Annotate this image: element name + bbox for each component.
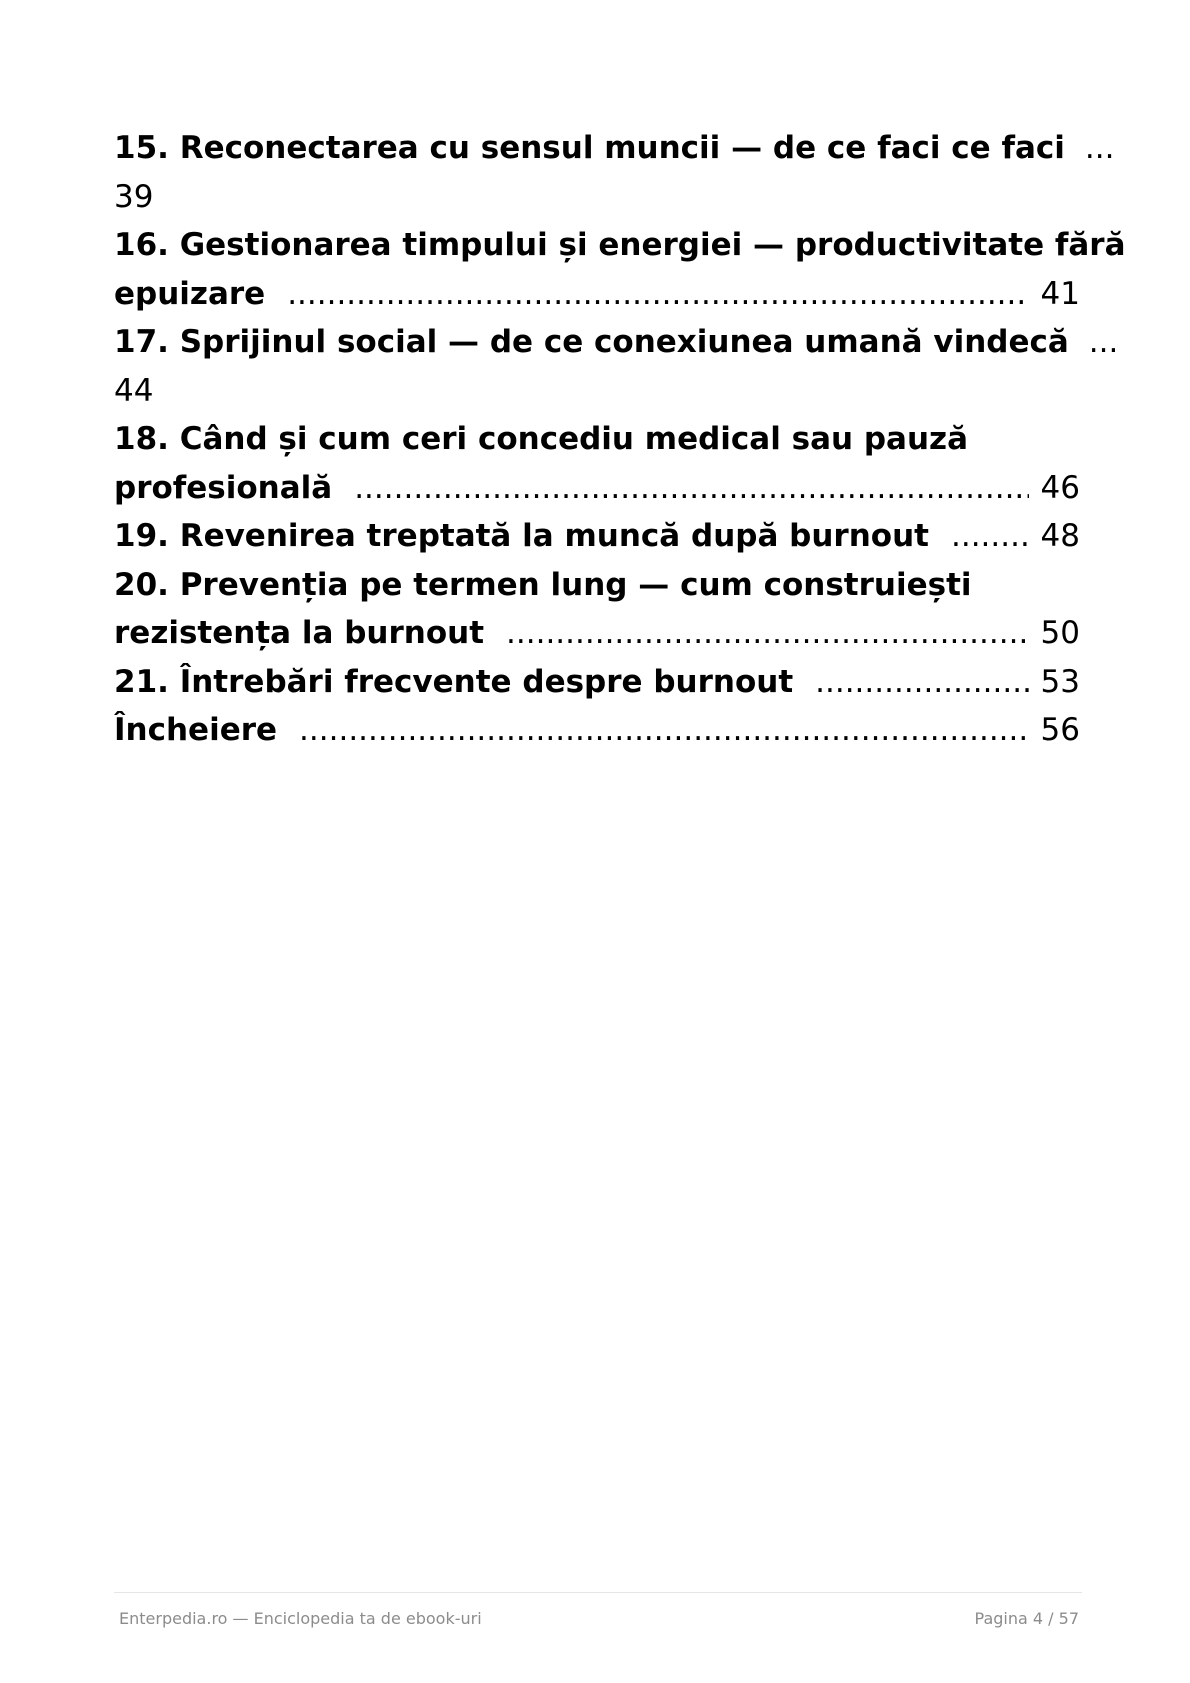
toc-page[interactable]: 53 [1040,663,1080,700]
toc-title[interactable]: profesională [114,469,333,506]
footer-page-number: Pagina 4 / 57 [974,1609,1079,1628]
footer-site-name: Enterpedia.ro — Enciclopedia ta de ebook-uri [119,1609,482,1628]
toc-title[interactable]: 16. Gestionarea timpului și energiei — productivitate fără [114,227,1126,263]
toc-page-number [114,367,1080,416]
toc-entry-20-lead[interactable] [114,609,1080,658]
toc-title[interactable]: 18. Când și cum ceri concediu medical sau pauză [114,421,968,457]
toc-title[interactable]: rezistența la burnout [114,615,485,651]
toc-page-number [114,173,1080,222]
toc-entry-15[interactable] [114,124,1115,173]
toc-entry-21[interactable] [114,658,1080,707]
toc-page[interactable]: 46 [1040,469,1080,506]
toc-title[interactable]: Încheiere [114,712,278,748]
toc-page[interactable]: 56 [1040,712,1080,748]
toc-entry-20[interactable] [114,561,1080,610]
toc-page[interactable]: 50 [1040,615,1080,651]
footer-divider [114,1592,1082,1593]
dot-leader [287,270,1028,319]
toc-page[interactable]: 41 [1040,275,1080,312]
toc-entry-16[interactable] [114,221,1126,270]
toc-title[interactable]: 21. Întrebări frecvente despre burnout [114,663,794,700]
dot-leader [354,464,1028,513]
toc-page[interactable]: 39 [114,178,154,215]
toc-title[interactable]: 19. Revenirea treptată la muncă după burnout [114,518,929,554]
toc-entry-18-lead[interactable] [114,464,1080,513]
toc-entry-18[interactable] [114,415,1080,464]
dot-leader [951,512,1029,561]
dot-leader [506,609,1029,658]
dot-leader [299,706,1029,755]
dot-leader [815,658,1028,707]
toc-entry-17[interactable] [114,318,1119,367]
toc-entry-19[interactable] [114,512,1080,561]
toc-title[interactable]: 15. Reconectarea cu sensul muncii — de ce faci ce faci [114,130,1065,166]
toc-page[interactable]: 48 [1040,518,1080,554]
toc-page[interactable]: 44 [114,372,154,409]
toc-entry-16-lead[interactable] [114,270,1080,319]
toc-entry-conclusion[interactable] [114,706,1080,755]
toc-ellipsis: ... [1084,130,1115,166]
toc-title[interactable]: epuizare [114,275,266,312]
toc-title[interactable]: 20. Prevenția pe termen lung — cum construiești [114,566,972,603]
toc-title[interactable]: 17. Sprijinul social — de ce conexiunea umană vindecă [114,324,1069,360]
table-of-contents [114,124,1126,755]
toc-ellipsis: ... [1088,324,1119,360]
